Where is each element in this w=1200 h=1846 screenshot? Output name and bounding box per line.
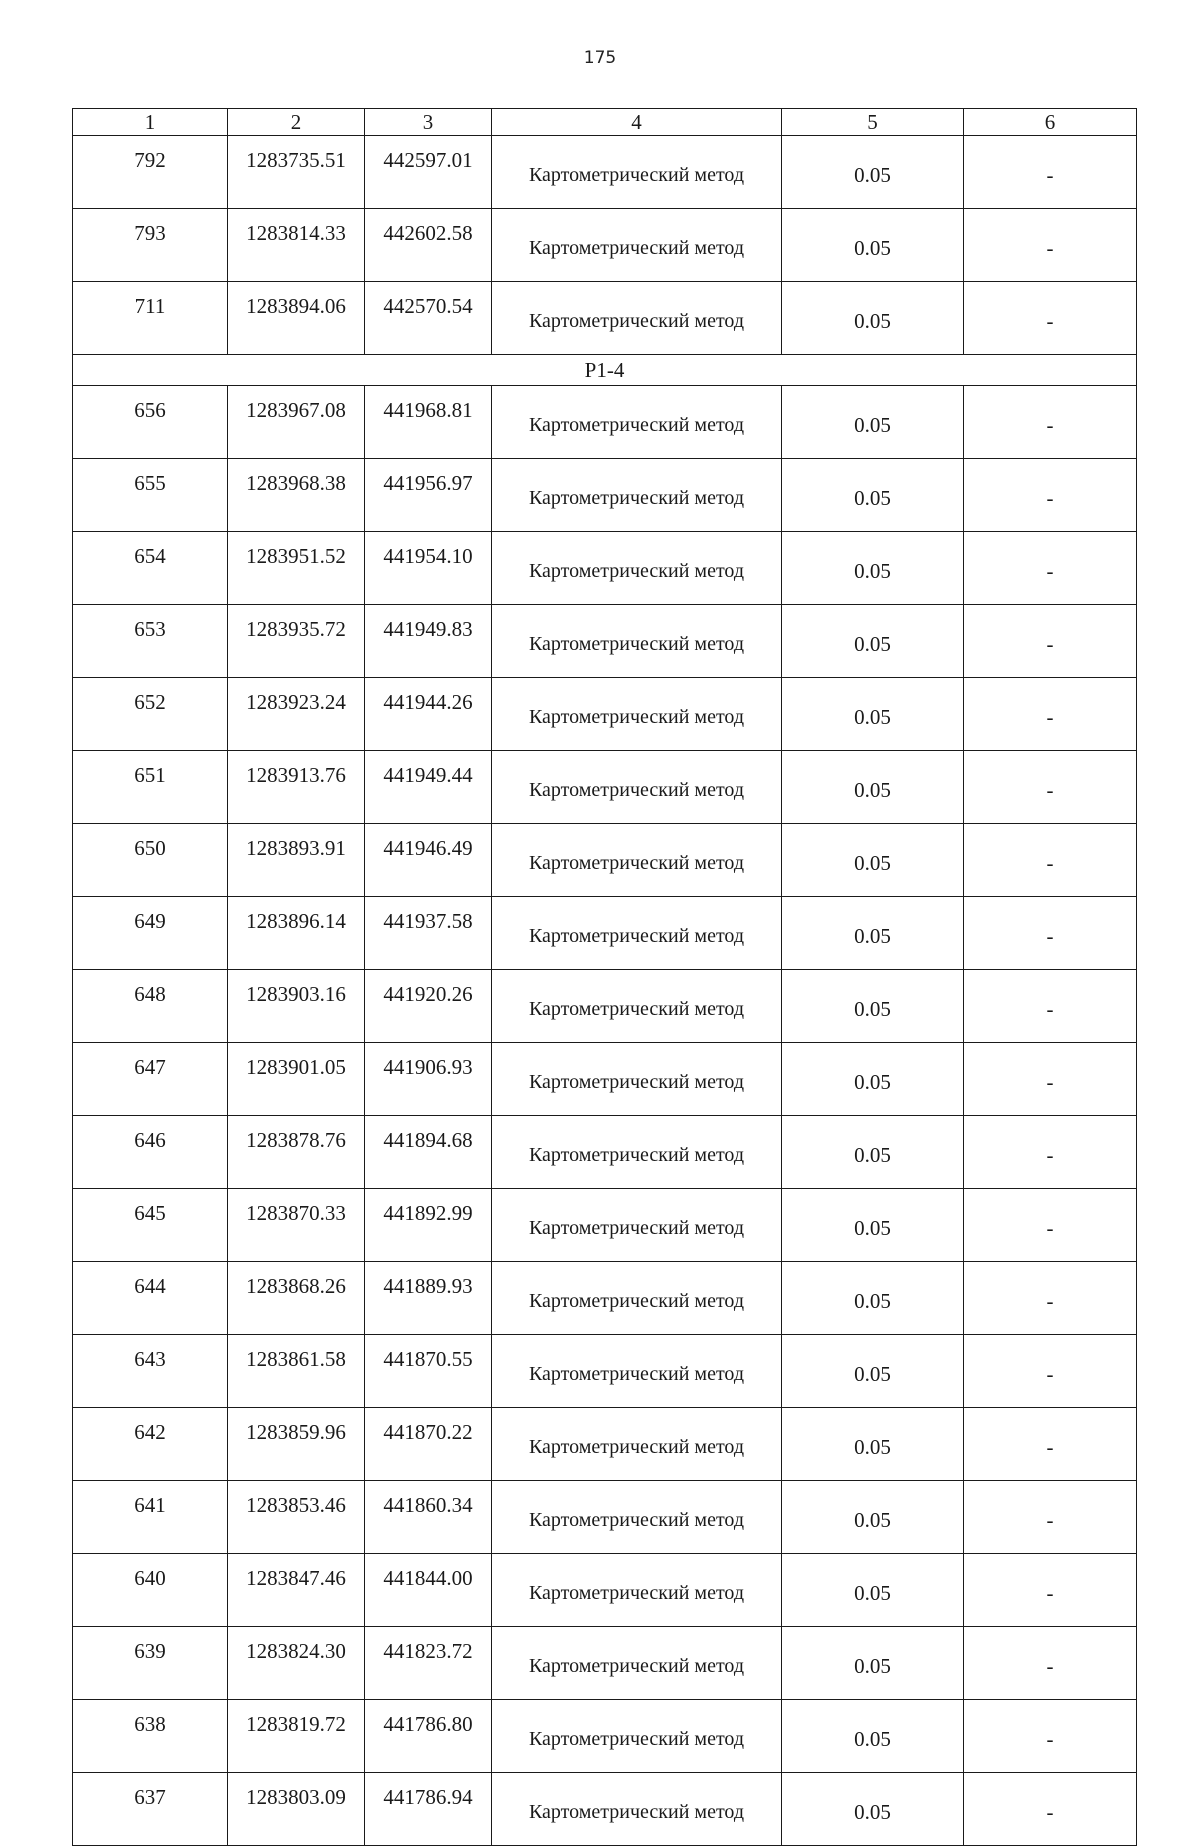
y-coordinate-cell: 441906.93: [365, 1043, 492, 1116]
point-id-cell: 653: [73, 605, 228, 678]
table-row: [73, 386, 1137, 459]
x-coordinate-cell: 1283896.14: [228, 897, 365, 970]
point-id-cell: 647: [73, 1043, 228, 1116]
x-coordinate-cell: 1283870.33: [228, 1189, 365, 1262]
accuracy-cell: 0.05: [782, 1116, 964, 1189]
point-id-cell: 645: [73, 1189, 228, 1262]
table-row: [73, 1481, 1137, 1554]
point-id-cell: 711: [73, 282, 228, 355]
accuracy-cell: 0.05: [782, 1554, 964, 1627]
note-cell: -: [964, 1627, 1137, 1700]
x-coordinate-cell: 1283894.06: [228, 282, 365, 355]
method-cell: Картометрический метод: [492, 897, 782, 970]
point-id-cell: 646: [73, 1116, 228, 1189]
point-id-cell: 639: [73, 1627, 228, 1700]
method-cell: Картометрический метод: [492, 1481, 782, 1554]
note-cell: -: [964, 1554, 1137, 1627]
note-cell: -: [964, 897, 1137, 970]
y-coordinate-cell: 441894.68: [365, 1116, 492, 1189]
x-coordinate-cell: 1283819.72: [228, 1700, 365, 1773]
table-body: [73, 136, 1137, 1846]
method-cell: Картометрический метод: [492, 459, 782, 532]
y-coordinate-cell: 442597.01: [365, 136, 492, 209]
table-row: [73, 678, 1137, 751]
x-coordinate-cell: 1283847.46: [228, 1554, 365, 1627]
header-cell-point: 1: [73, 109, 228, 136]
x-coordinate-cell: 1283803.09: [228, 1773, 365, 1846]
table-row: [73, 751, 1137, 824]
x-coordinate-cell: 1283735.51: [228, 136, 365, 209]
method-cell: Картометрический метод: [492, 1043, 782, 1116]
method-cell: Картометрический метод: [492, 1335, 782, 1408]
accuracy-cell: 0.05: [782, 1700, 964, 1773]
table-row: [73, 970, 1137, 1043]
note-cell: -: [964, 824, 1137, 897]
x-coordinate-cell: 1283878.76: [228, 1116, 365, 1189]
method-cell: Картометрический метод: [492, 1627, 782, 1700]
point-id-cell: 651: [73, 751, 228, 824]
point-id-cell: 648: [73, 970, 228, 1043]
page-number: 175: [583, 48, 617, 68]
method-cell: Картометрический метод: [492, 532, 782, 605]
accuracy-cell: 0.05: [782, 678, 964, 751]
note-cell: -: [964, 1043, 1137, 1116]
coordinates-table: [72, 108, 1137, 1846]
x-coordinate-cell: 1283903.16: [228, 970, 365, 1043]
y-coordinate-cell: 441870.22: [365, 1408, 492, 1481]
accuracy-cell: 0.05: [782, 532, 964, 605]
y-coordinate-cell: 442570.54: [365, 282, 492, 355]
header-cell-y: 3: [365, 109, 492, 136]
note-cell: -: [964, 970, 1137, 1043]
method-cell: Картометрический метод: [492, 1408, 782, 1481]
x-coordinate-cell: 1283935.72: [228, 605, 365, 678]
y-coordinate-cell: 441968.81: [365, 386, 492, 459]
point-id-cell: 654: [73, 532, 228, 605]
note-cell: -: [964, 678, 1137, 751]
note-cell: -: [964, 1408, 1137, 1481]
accuracy-cell: 0.05: [782, 1481, 964, 1554]
accuracy-cell: 0.05: [782, 282, 964, 355]
y-coordinate-cell: 441949.44: [365, 751, 492, 824]
point-id-cell: 649: [73, 897, 228, 970]
table-row: [73, 1043, 1137, 1116]
table-row: [73, 1262, 1137, 1335]
y-coordinate-cell: 441860.34: [365, 1481, 492, 1554]
header-cell-method: 4: [492, 109, 782, 136]
method-cell: Картометрический метод: [492, 1116, 782, 1189]
y-coordinate-cell: 442602.58: [365, 209, 492, 282]
accuracy-cell: 0.05: [782, 824, 964, 897]
point-id-cell: 644: [73, 1262, 228, 1335]
x-coordinate-cell: 1283868.26: [228, 1262, 365, 1335]
note-cell: -: [964, 1116, 1137, 1189]
note-cell: -: [964, 1481, 1137, 1554]
y-coordinate-cell: 441892.99: [365, 1189, 492, 1262]
note-cell: -: [964, 605, 1137, 678]
accuracy-cell: 0.05: [782, 386, 964, 459]
table-header: [73, 109, 1137, 136]
method-cell: Картометрический метод: [492, 1700, 782, 1773]
point-id-cell: 792: [73, 136, 228, 209]
point-id-cell: 643: [73, 1335, 228, 1408]
table-row: [73, 209, 1137, 282]
y-coordinate-cell: 441937.58: [365, 897, 492, 970]
accuracy-cell: 0.05: [782, 897, 964, 970]
note-cell: -: [964, 136, 1137, 209]
x-coordinate-cell: 1283901.05: [228, 1043, 365, 1116]
x-coordinate-cell: 1283824.30: [228, 1627, 365, 1700]
point-id-cell: 638: [73, 1700, 228, 1773]
note-cell: -: [964, 209, 1137, 282]
header-row: [73, 109, 1137, 136]
note-cell: -: [964, 1773, 1137, 1846]
x-coordinate-cell: 1283951.52: [228, 532, 365, 605]
section-row: [73, 355, 1137, 386]
note-cell: -: [964, 532, 1137, 605]
table-row: [73, 1773, 1137, 1846]
method-cell: Картометрический метод: [492, 1262, 782, 1335]
y-coordinate-cell: 441956.97: [365, 459, 492, 532]
section-label: Р1-4: [73, 355, 1137, 386]
x-coordinate-cell: 1283923.24: [228, 678, 365, 751]
x-coordinate-cell: 1283859.96: [228, 1408, 365, 1481]
table-row: [73, 532, 1137, 605]
y-coordinate-cell: 441870.55: [365, 1335, 492, 1408]
header-cell-note: 6: [964, 109, 1137, 136]
method-cell: Картометрический метод: [492, 282, 782, 355]
note-cell: -: [964, 751, 1137, 824]
y-coordinate-cell: 441944.26: [365, 678, 492, 751]
x-coordinate-cell: 1283967.08: [228, 386, 365, 459]
y-coordinate-cell: 441946.49: [365, 824, 492, 897]
accuracy-cell: 0.05: [782, 605, 964, 678]
method-cell: Картометрический метод: [492, 386, 782, 459]
method-cell: Картометрический метод: [492, 1773, 782, 1846]
note-cell: -: [964, 386, 1137, 459]
table-row: [73, 459, 1137, 532]
point-id-cell: 655: [73, 459, 228, 532]
table-row: [73, 824, 1137, 897]
table-row: [73, 1116, 1137, 1189]
accuracy-cell: 0.05: [782, 1627, 964, 1700]
y-coordinate-cell: 441954.10: [365, 532, 492, 605]
point-id-cell: 656: [73, 386, 228, 459]
y-coordinate-cell: 441920.26: [365, 970, 492, 1043]
y-coordinate-cell: 441889.93: [365, 1262, 492, 1335]
table-row: [73, 136, 1137, 209]
point-id-cell: 641: [73, 1481, 228, 1554]
note-cell: -: [964, 1262, 1137, 1335]
accuracy-cell: 0.05: [782, 751, 964, 824]
table-row: [73, 1189, 1137, 1262]
point-id-cell: 637: [73, 1773, 228, 1846]
table-row: [73, 1554, 1137, 1627]
accuracy-cell: 0.05: [782, 1773, 964, 1846]
y-coordinate-cell: 441786.80: [365, 1700, 492, 1773]
y-coordinate-cell: 441786.94: [365, 1773, 492, 1846]
accuracy-cell: 0.05: [782, 1335, 964, 1408]
method-cell: Картометрический метод: [492, 136, 782, 209]
accuracy-cell: 0.05: [782, 1043, 964, 1116]
accuracy-cell: 0.05: [782, 459, 964, 532]
header-cell-accuracy: 5: [782, 109, 964, 136]
table-row: [73, 1627, 1137, 1700]
x-coordinate-cell: 1283913.76: [228, 751, 365, 824]
accuracy-cell: 0.05: [782, 1262, 964, 1335]
y-coordinate-cell: 441823.72: [365, 1627, 492, 1700]
point-id-cell: 650: [73, 824, 228, 897]
accuracy-cell: 0.05: [782, 1189, 964, 1262]
x-coordinate-cell: 1283861.58: [228, 1335, 365, 1408]
method-cell: Картометрический метод: [492, 1554, 782, 1627]
point-id-cell: 642: [73, 1408, 228, 1481]
table-row: [73, 1700, 1137, 1773]
note-cell: -: [964, 282, 1137, 355]
note-cell: -: [964, 1189, 1137, 1262]
method-cell: Картометрический метод: [492, 209, 782, 282]
note-cell: -: [964, 459, 1137, 532]
point-id-cell: 640: [73, 1554, 228, 1627]
x-coordinate-cell: 1283814.33: [228, 209, 365, 282]
accuracy-cell: 0.05: [782, 209, 964, 282]
header-cell-x: 2: [228, 109, 365, 136]
table-row: [73, 1335, 1137, 1408]
table-row: [73, 605, 1137, 678]
x-coordinate-cell: 1283968.38: [228, 459, 365, 532]
method-cell: Картометрический метод: [492, 970, 782, 1043]
note-cell: -: [964, 1700, 1137, 1773]
y-coordinate-cell: 441844.00: [365, 1554, 492, 1627]
table-row: [73, 1408, 1137, 1481]
table-row: [73, 282, 1137, 355]
method-cell: Картометрический метод: [492, 605, 782, 678]
x-coordinate-cell: 1283893.91: [228, 824, 365, 897]
method-cell: Картометрический метод: [492, 678, 782, 751]
method-cell: Картометрический метод: [492, 824, 782, 897]
table-row: [73, 897, 1137, 970]
method-cell: Картометрический метод: [492, 751, 782, 824]
x-coordinate-cell: 1283853.46: [228, 1481, 365, 1554]
y-coordinate-cell: 441949.83: [365, 605, 492, 678]
accuracy-cell: 0.05: [782, 970, 964, 1043]
point-id-cell: 652: [73, 678, 228, 751]
accuracy-cell: 0.05: [782, 1408, 964, 1481]
accuracy-cell: 0.05: [782, 136, 964, 209]
point-id-cell: 793: [73, 209, 228, 282]
method-cell: Картометрический метод: [492, 1189, 782, 1262]
note-cell: -: [964, 1335, 1137, 1408]
